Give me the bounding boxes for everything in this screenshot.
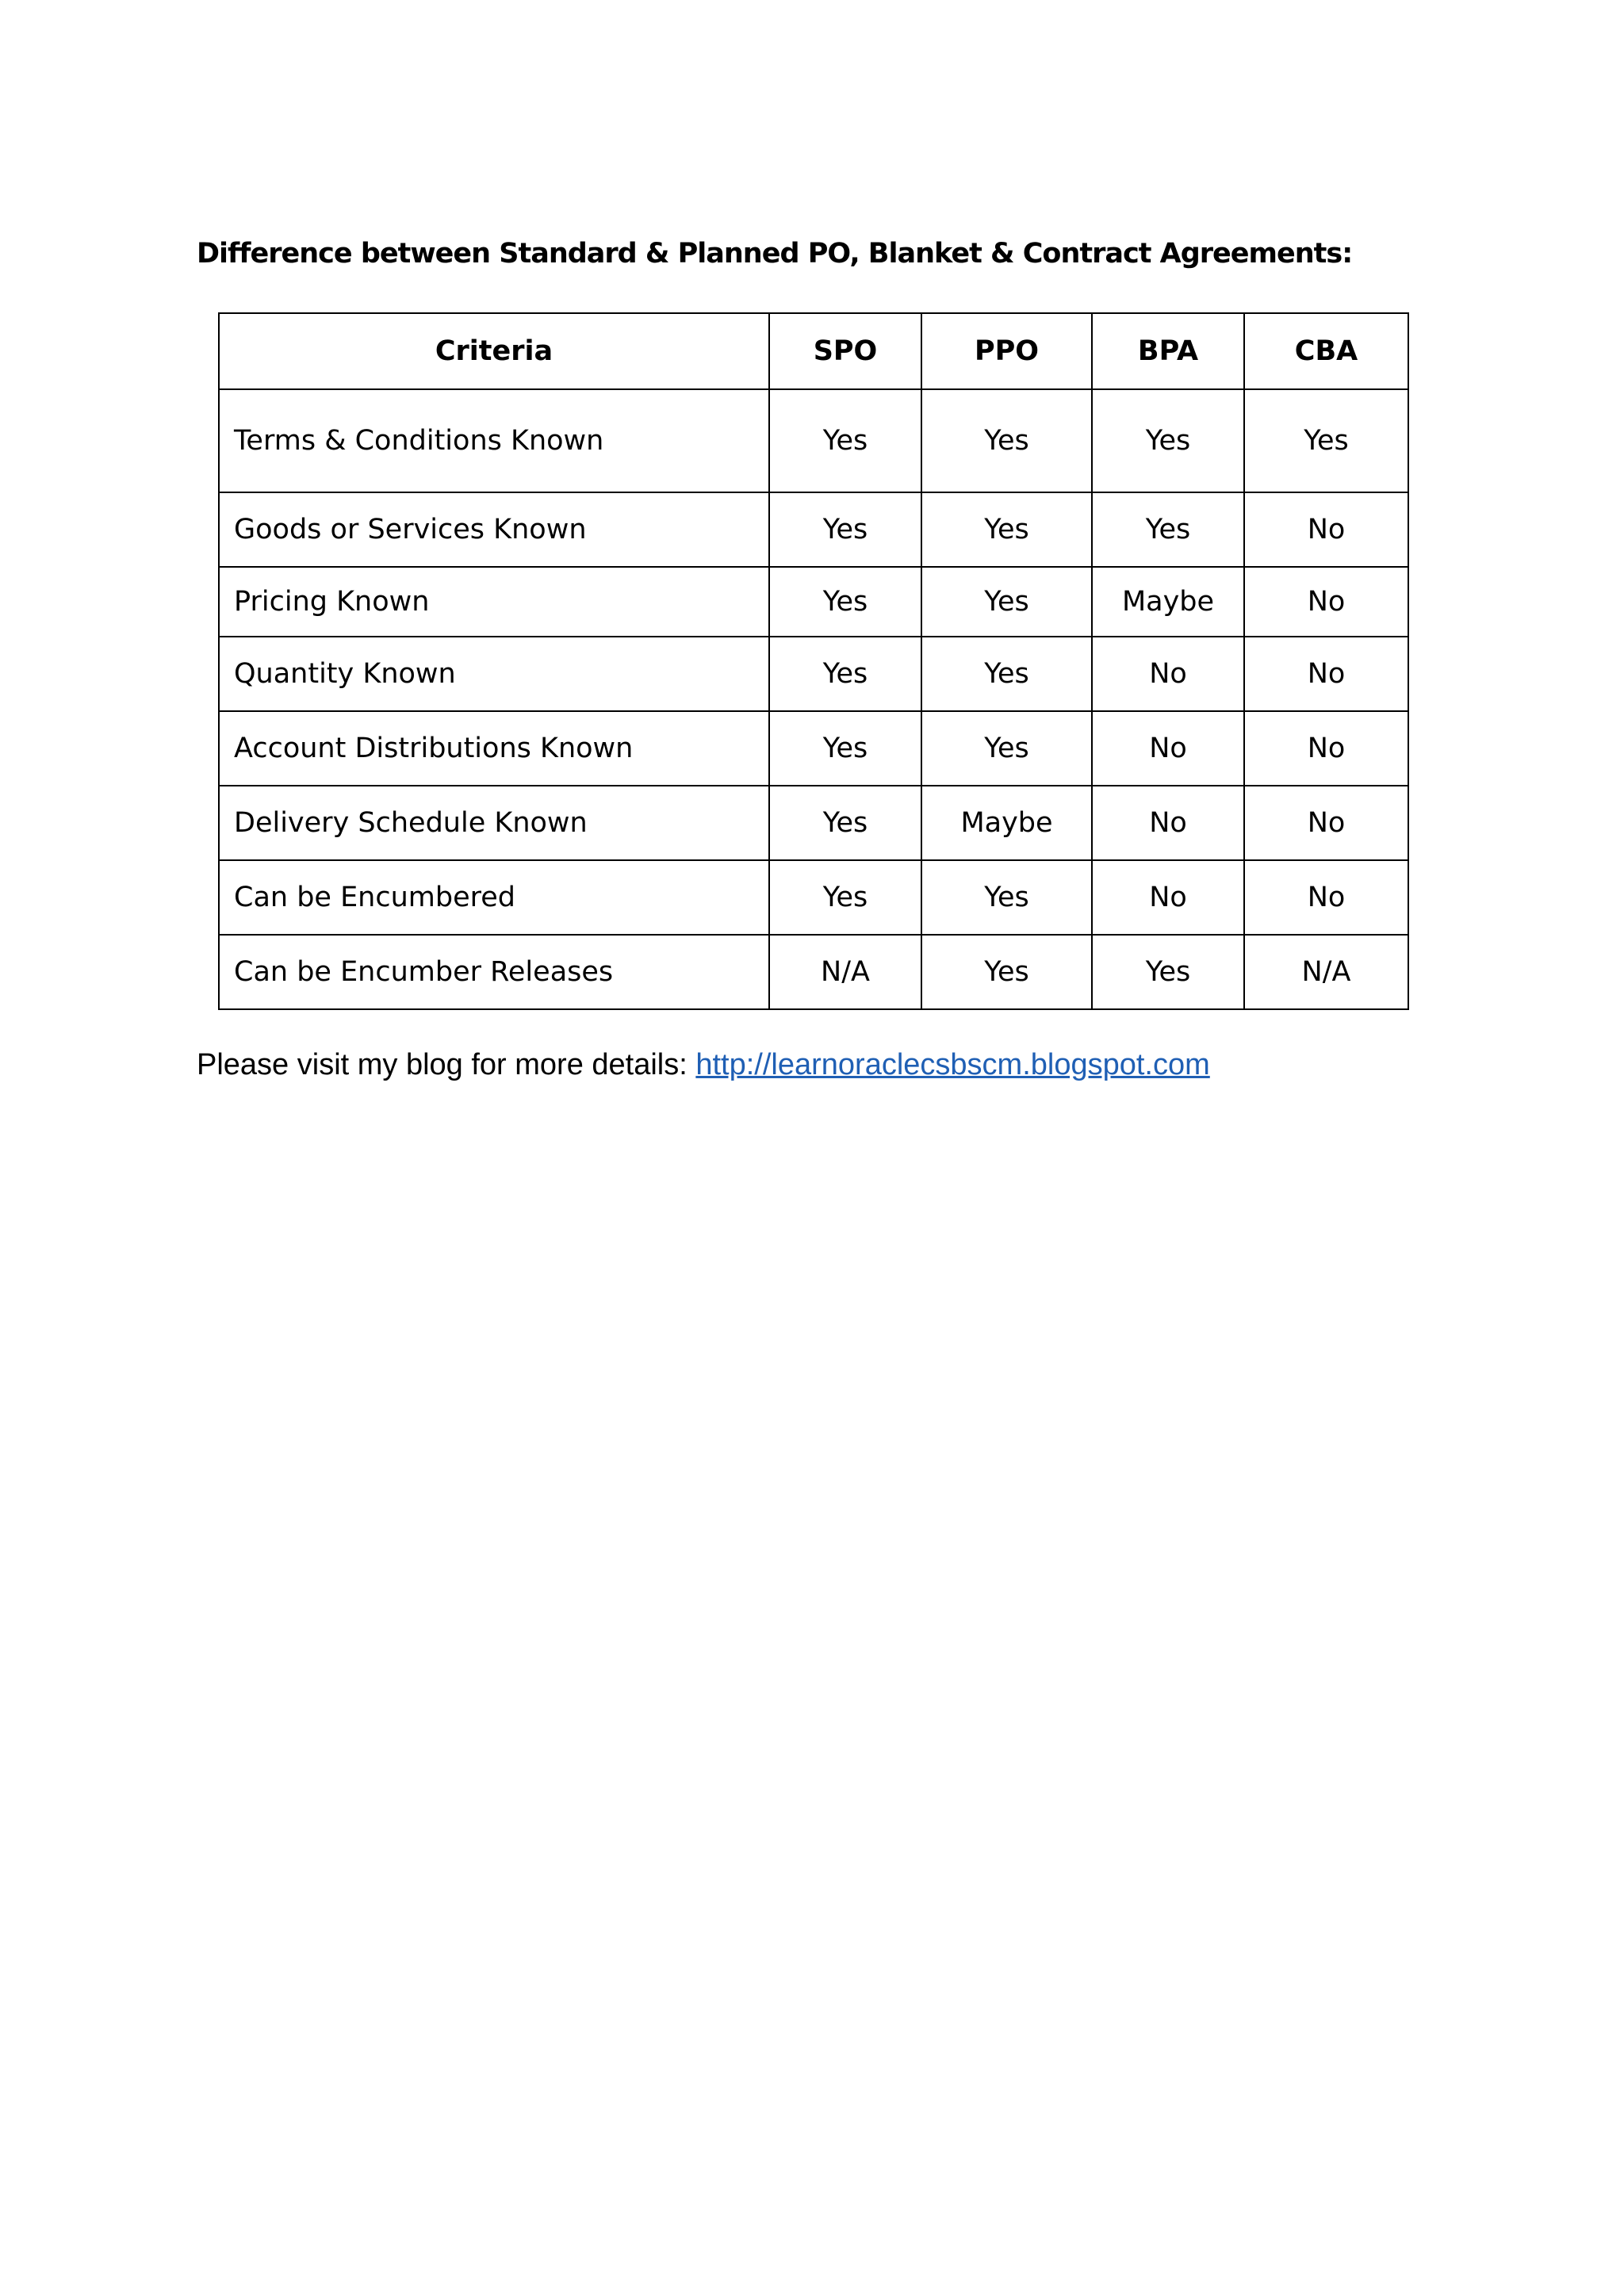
table-row [219,711,1408,786]
page-title: Difference between Standard & Planned PO, Blanket & Contract Agreements: [197,238,1353,270]
cba-cell: No [1244,637,1408,711]
cba-cell: N/A [1244,935,1408,1009]
bpa-cell: Yes [1092,389,1244,492]
spo-cell: Yes [769,389,921,492]
spo-cell: Yes [769,492,921,567]
bpa-cell: Yes [1092,492,1244,567]
comparison-table [218,312,1409,1010]
table-row [219,637,1408,711]
ppo-cell: Yes [921,389,1092,492]
spo-cell: Yes [769,786,921,860]
cba-cell: No [1244,786,1408,860]
cba-cell: No [1244,711,1408,786]
cba-cell: No [1244,567,1408,637]
header-spo: SPO [769,313,921,389]
spo-cell: N/A [769,935,921,1009]
ppo-cell: Yes [921,935,1092,1009]
table-row [219,492,1408,567]
spo-cell: Yes [769,711,921,786]
header-ppo: PPO [921,313,1092,389]
cba-cell: No [1244,860,1408,935]
blog-note [197,1045,1210,1085]
ppo-cell: Yes [921,492,1092,567]
blog-link[interactable]: http://learnoraclecsbscm.blogspot.com [695,1048,1210,1081]
bpa-cell: No [1092,860,1244,935]
ppo-cell: Yes [921,711,1092,786]
bpa-cell: No [1092,711,1244,786]
table-row [219,389,1408,492]
table-row [219,935,1408,1009]
header-cba: CBA [1244,313,1408,389]
criteria-cell: Delivery Schedule Known [219,786,769,860]
bpa-cell: Yes [1092,935,1244,1009]
table-row [219,786,1408,860]
criteria-cell: Pricing Known [219,567,769,637]
criteria-cell: Can be Encumber Releases [219,935,769,1009]
spo-cell: Yes [769,637,921,711]
header-bpa: BPA [1092,313,1244,389]
ppo-cell: Yes [921,637,1092,711]
bpa-cell: Maybe [1092,567,1244,637]
criteria-cell: Account Distributions Known [219,711,769,786]
criteria-cell: Terms & Conditions Known [219,389,769,492]
cba-cell: Yes [1244,389,1408,492]
spo-cell: Yes [769,860,921,935]
table-row [219,567,1408,637]
table-header-row [219,313,1408,389]
ppo-cell: Yes [921,860,1092,935]
criteria-cell: Goods or Services Known [219,492,769,567]
bpa-cell: No [1092,786,1244,860]
spo-cell: Yes [769,567,921,637]
criteria-cell: Can be Encumbered [219,860,769,935]
ppo-cell: Maybe [921,786,1092,860]
table-row [219,860,1408,935]
cba-cell: No [1244,492,1408,567]
blog-note-text: Please visit my blog for more details: [197,1048,696,1081]
bpa-cell: No [1092,637,1244,711]
ppo-cell: Yes [921,567,1092,637]
criteria-cell: Quantity Known [219,637,769,711]
header-criteria: Criteria [219,313,769,389]
